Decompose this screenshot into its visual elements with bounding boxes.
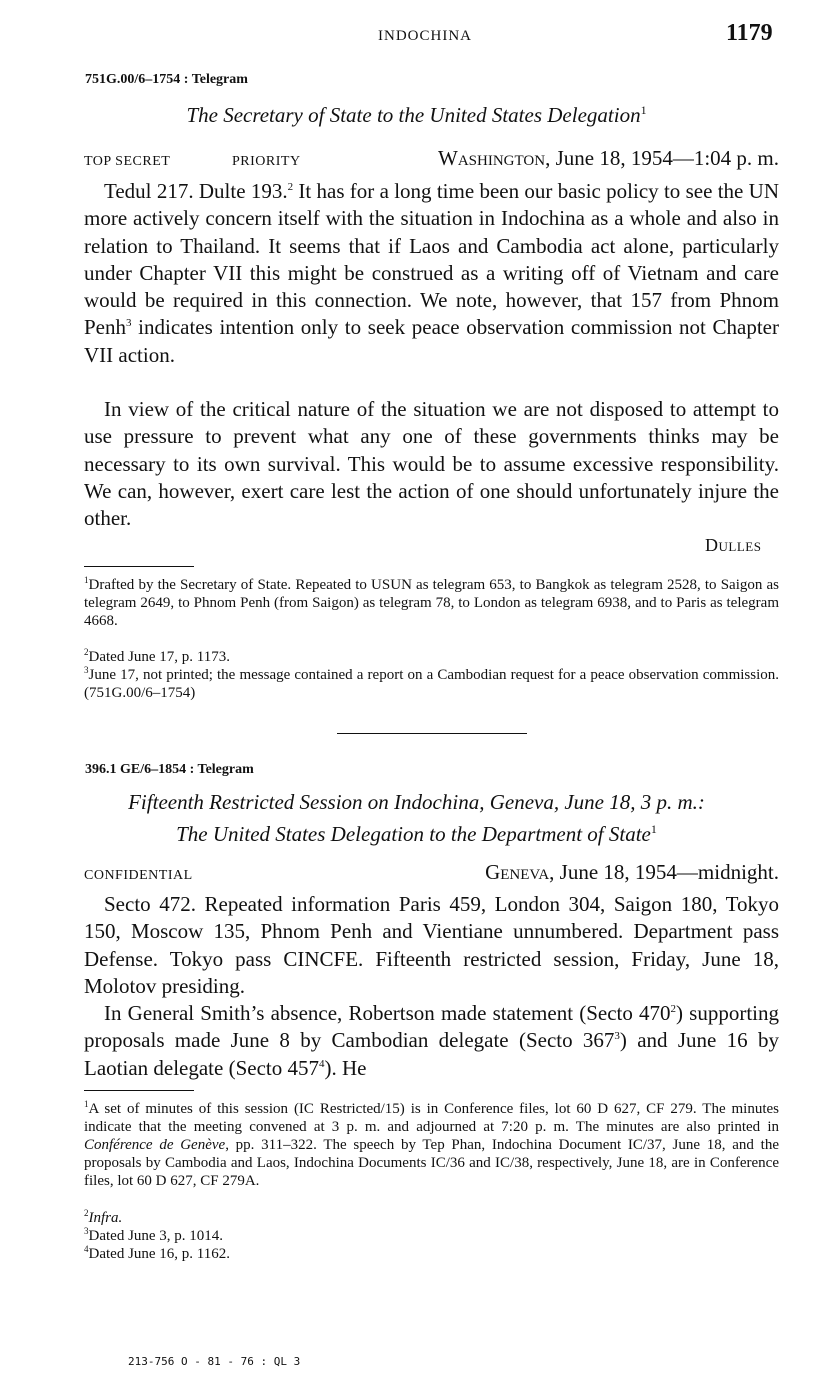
doc2-title-line-1: Fifteenth Restricted Session on Indochina, Geneva, June 18, 3 p. m.: [128, 790, 705, 814]
doc1-priority: PRIORITY [232, 154, 301, 169]
doc2-p2-footnote-ref-3: 3 [614, 1030, 620, 1043]
doc1-date: June 18, 1954—1:04 p. m. [555, 146, 779, 170]
footnote-mark: 3 [84, 1226, 89, 1236]
doc1-place: Washington, [438, 146, 551, 170]
doc1-footnote-3 [84, 666, 779, 702]
doc2-footnote-2 [84, 1209, 779, 1227]
doc1-file-id: 751G.00/6–1754 : Telegram [85, 72, 248, 87]
footnote-text: Dated June 3, p. 1014. [88, 1228, 224, 1244]
footnote-text: A set of minutes of this session (IC Restricted/15) is in Conference files, lot 60 D 627, CF 279. The minutes indicate that the meeting convened at 3 p. m. and adjourned at 7:20 p. m. The minutes are also printed in [84, 1101, 779, 1135]
doc1-p1-end: indicates intention only to seek peace observation commission not Chapter VII action. [84, 315, 779, 367]
doc1-title [0, 96, 833, 129]
doc2-footnote-4 [84, 1245, 779, 1263]
footnote-mark: 4 [84, 1244, 89, 1254]
doc1-title-text: The Secretary of State to the United States Delegation [186, 103, 641, 127]
footnote-rule-2 [84, 1090, 194, 1091]
doc2-paragraph-2 [84, 1000, 779, 1082]
footnote-mark: 3 [84, 665, 89, 675]
doc2-title-line-2 [0, 815, 833, 848]
footnote-mark: 2 [84, 647, 89, 657]
section-separator [337, 733, 527, 734]
doc1-footnote-1 [84, 576, 779, 630]
footnote-text: Infra. [88, 1210, 123, 1226]
doc2-file-id: 396.1 GE/6–1854 : Telegram [85, 762, 254, 777]
doc2-footnote-1 [84, 1100, 779, 1190]
doc2-p2-part-d: ). He [324, 1055, 367, 1080]
doc1-p1-start: Tedul 217. Dulte 193. [104, 179, 288, 203]
doc2-date: June 18, 1954—midnight. [559, 860, 779, 884]
doc1-signer: Dulles [705, 535, 762, 555]
doc2-p2-part-c: ) and June 16 by Laotian delegate (Secto 457 [84, 1028, 779, 1080]
doc1-dateline [374, 146, 779, 171]
doc2-footnote-3 [84, 1227, 779, 1245]
doc1-p1-footnote-ref-2: 2 [287, 181, 294, 193]
page-number: 1179 [726, 20, 773, 46]
doc2-place: Geneva, [485, 860, 555, 884]
doc2-p2-part-a: In General Smith’s absence, Robertson made statement (Secto 470 [104, 1001, 671, 1025]
footnote-text: Dated June 17, p. 1173. [88, 649, 231, 665]
doc2-title-footnote-ref: 1 [650, 822, 657, 836]
footnote-italic-title: Conférence de Genève [84, 1137, 226, 1153]
running-header: INDOCHINA [378, 28, 472, 44]
footnote-mark: 1 [84, 1099, 89, 1109]
footnote-mark: 2 [84, 1208, 89, 1218]
doc1-p1-footnote-ref-3: 3 [126, 317, 132, 330]
doc2-classification: CONFIDENTIAL [84, 868, 193, 883]
footnote-rule [84, 566, 194, 567]
doc2-title-text: The United States Delegation to the Department of State [176, 822, 651, 846]
doc2-paragraph-1: Secto 472. Repeated information Paris 459, London 304, Saigon 180, Tokyo 150, Moscow 135, Phnom Penh and Vientiane unnumbered. Department pass Defense. Tokyo pass CINCFE. Fifteenth restricted session, Friday, June 18, Molotov presiding. [84, 892, 779, 998]
doc2-dateline [374, 860, 779, 885]
doc1-paragraph-2: In view of the critical nature of the situation we are not disposed to attempt to use pressure to prevent what any one of these governments thinks may be necessary to its own survival. This would be to assume excessive responsibility. We can, however, exert care lest the action of one should unfortunately injure the other. [84, 397, 779, 531]
doc1-title-footnote-ref: 1 [640, 103, 647, 117]
doc2-p2-part-b: ) supporting proposals made June 8 by Cambodian delegate (Secto 367 [84, 1001, 779, 1053]
doc1-classification: TOP SECRET [84, 154, 171, 169]
footnote-mark: 1 [84, 575, 89, 585]
doc1-p1-middle: It has for a long time been our basic policy to see the UN more actively concern itself with the situation in Indochina as a whole and also in relation to Thailand. It seems that if Laos and Cambodia act alone, particularly under Chapter VII this might be construed as a writing off of Vietnam and care would be required in this connection. We note, however, that 157 from Phnom Penh [84, 179, 779, 340]
footnote-text: Drafted by the Secretary of State. Repeated to USUN as telegram 653, to Bangkok as telegram 2528, to Saigon as telegram 2649, to Phnom Penh (from Saigon) as telegram 78, to London as telegram 6938, and to Paris as telegram 4668. [84, 577, 779, 629]
doc2-p2-footnote-ref-4: 4 [319, 1057, 325, 1070]
footnote-text: June 17, not printed; the message contained a report on a Cambodian request for a peace observation commission. (751G.00/6–1754) [84, 667, 779, 701]
printer-imprint: 213-756 O - 81 - 76 : QL 3 [128, 1355, 301, 1368]
doc2-p2-footnote-ref-2: 2 [670, 1003, 677, 1015]
footnote-text: Dated June 16, p. 1162. [88, 1246, 231, 1262]
doc1-footnote-2 [84, 648, 779, 666]
footnote-text: , pp. 311–322. The speech by Tep Phan, Indochina Document IC/37, June 18, and the proposals by Cambodia and Laos, Indochina Documents IC/36 and IC/38, respectively, June 18, are in Conference files, lot 60 D 627, CF 279A. [84, 1137, 779, 1189]
doc1-paragraph-1 [84, 178, 779, 369]
